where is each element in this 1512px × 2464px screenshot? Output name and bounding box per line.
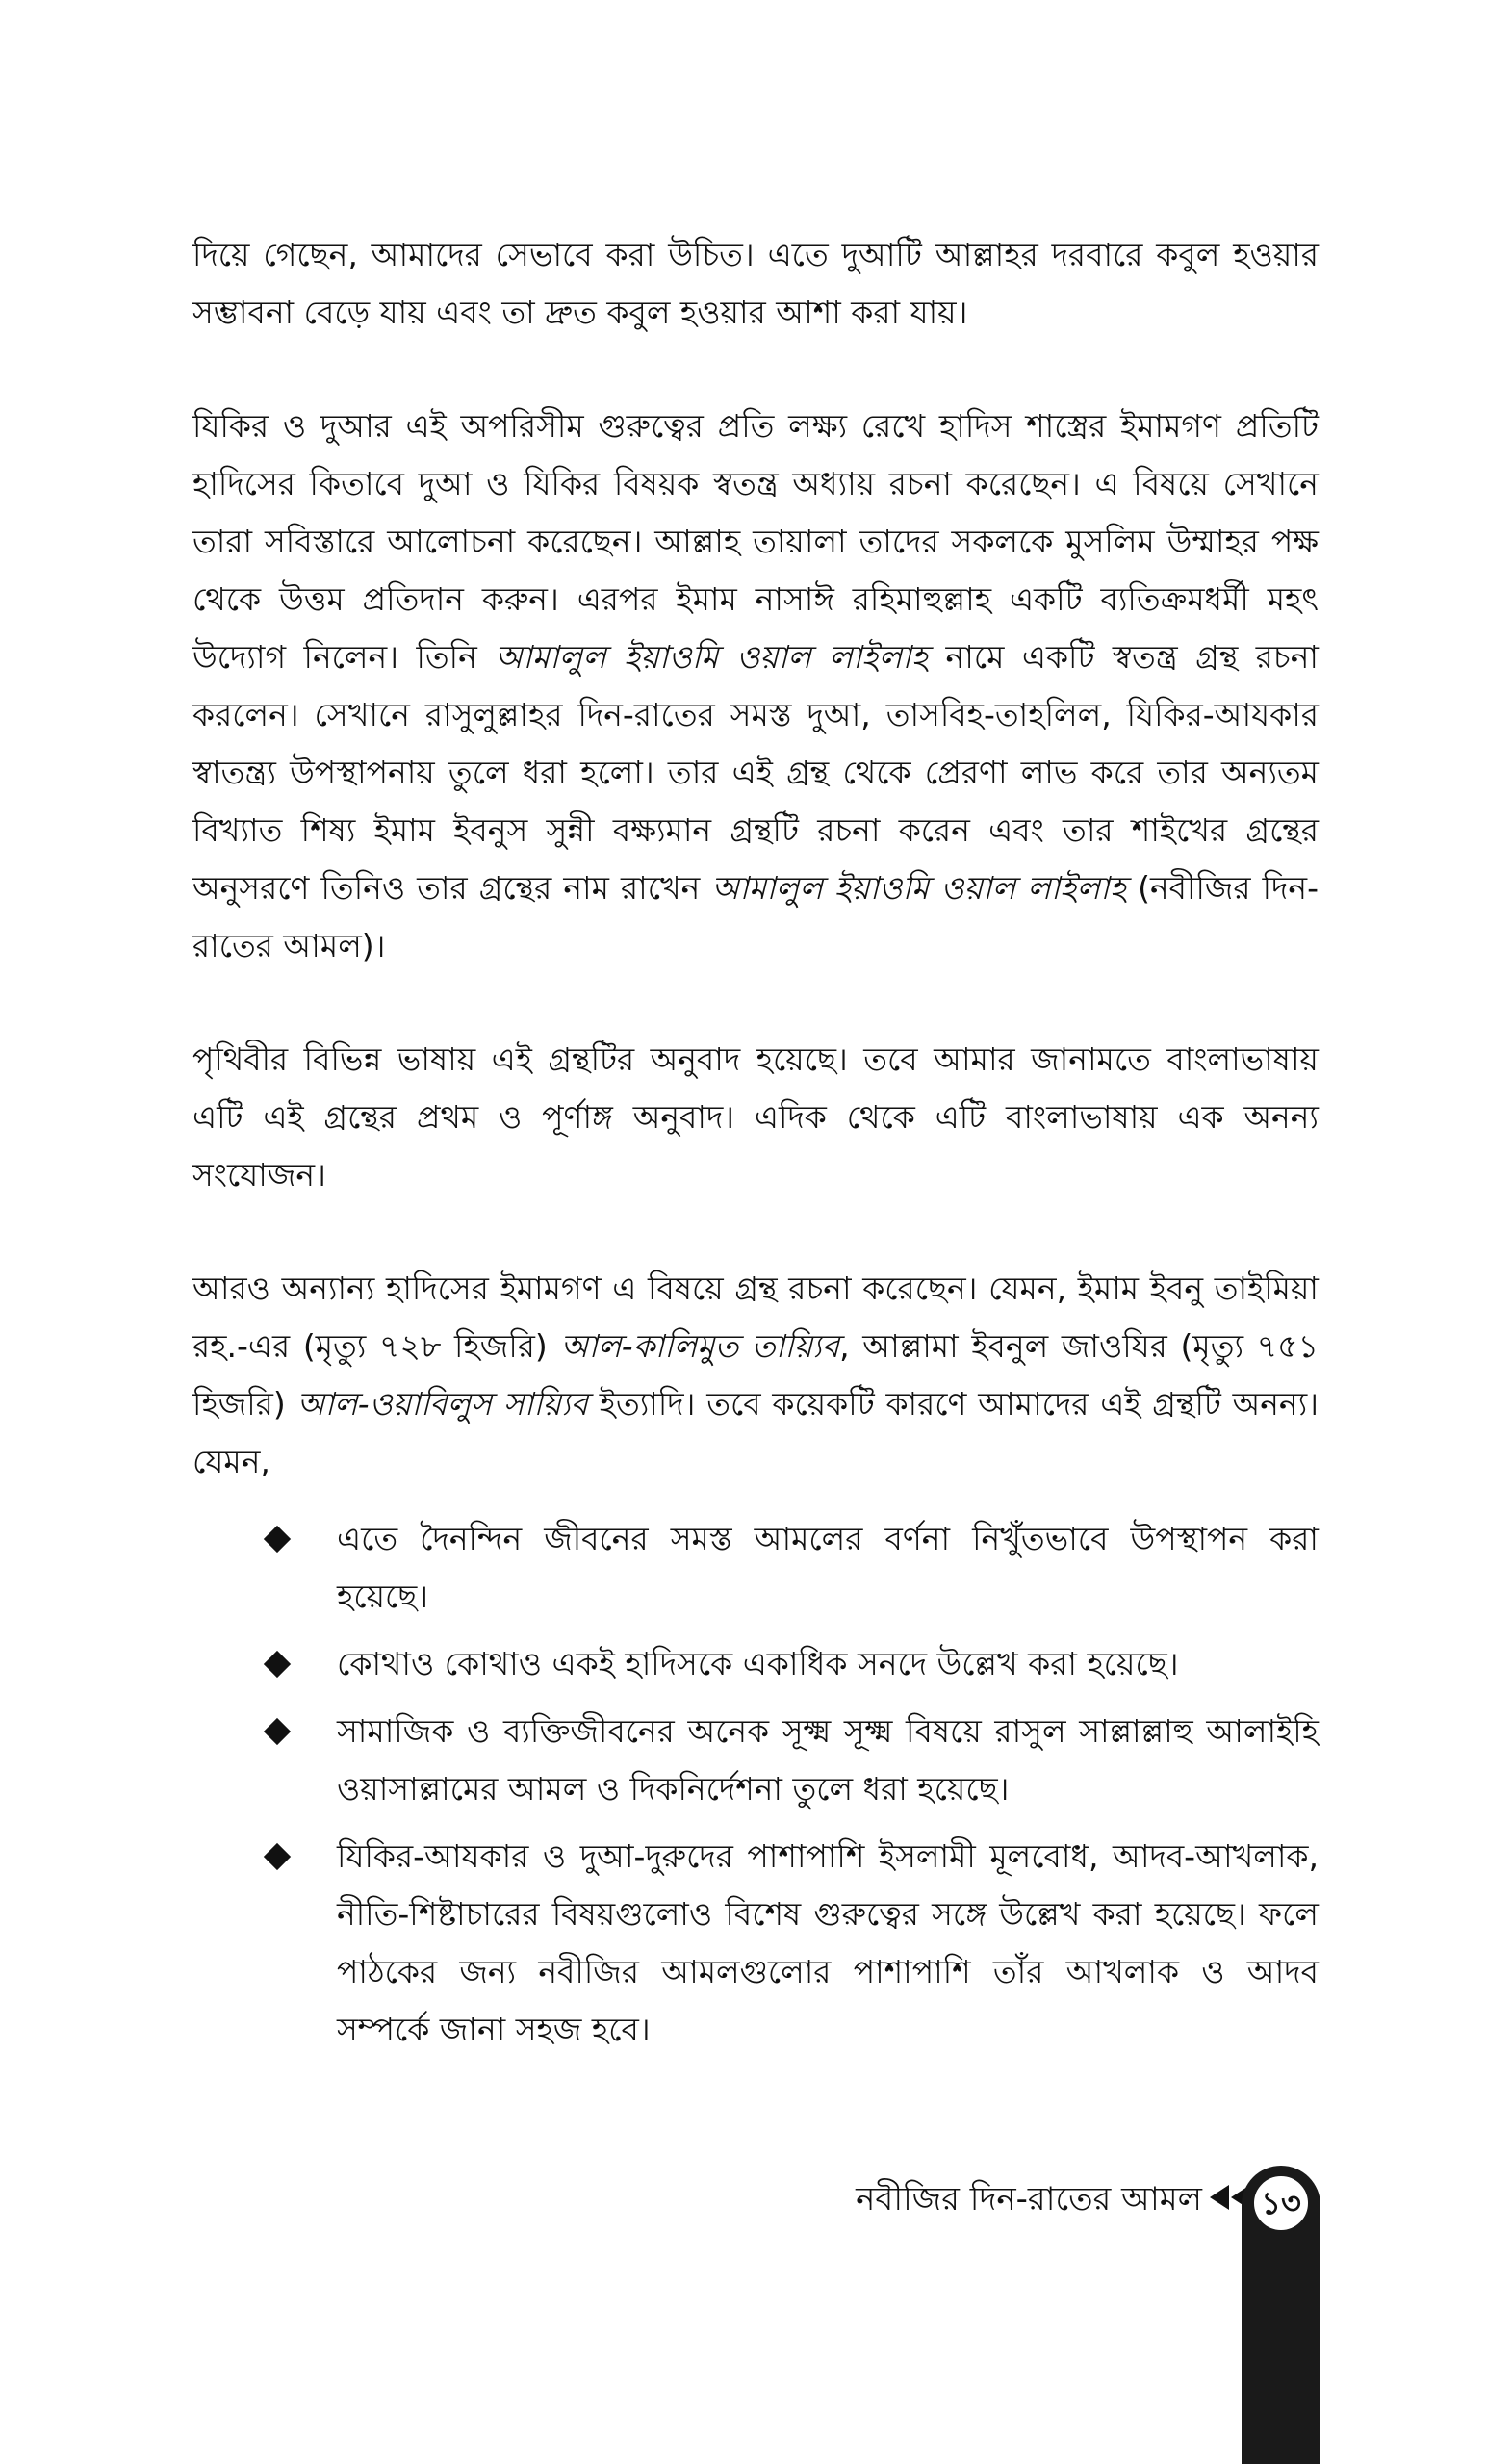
diamond-bullet-icon (264, 1651, 291, 1678)
running-footer-title: নবীজির দিন-রাতের আমল (856, 2180, 1202, 2219)
book-title-kalimut-tayyib: আল-কালিমুত তায়্যিব (560, 1327, 840, 1365)
list-item (192, 1828, 1319, 2059)
list-item-text: কোথাও কোথাও একই হাদিসকে একাধিক সনদে উল্লেখ করা হয়েছে। (337, 1645, 1179, 1682)
list-item (192, 1510, 1319, 1626)
paragraph-history-text-1: যিকির ও দুআর এই অপরিসীম গুরুত্বের প্রতি লক্ষ্য রেখে হাদিস শাস্ত্রের ইমামগণ প্রতিটি হাদিসের কিতাবে দুআ ও যিকির বিষয়ক স্বতন্ত্র অধ্যায় রচনা করেছেন। এ বিষয়ে সেখানে তারা সবিস্তারে আলোচনা করেছেন। আল্লাহ তায়ালা তাদের সকলকে মুসলিম উম্মাহর পক্ষ থেকে উত্তম প্রতিদান করুন। এরপর ইমাম নাসাঈ রহিমাহুল্লাহ একটি ব্যতিক্রমধর্মী মহৎ উদ্যোগ নিলেন। তিনি (192, 407, 1319, 676)
paragraph-other-works-text-3: ইত্যাদি। তবে কয়েকটি কারণে আমাদের এই গ্রন্থটি অনন্য। যেমন, (192, 1385, 1319, 1480)
paragraph-other-works-text-1: আরও অন্যান্য হাদিসের ইমামগণ এ বিষয়ে গ্রন্থ রচনা করেছেন। যেমন, ইমাম ইবনু তাইমিয়া রহ.-এর (মৃত্যু ৭২৮ হিজরি) (192, 1270, 1319, 1365)
paragraph-history-text-3: (নবীজির দিন-রাতের আমল)। (192, 869, 1320, 964)
book-title-nasai: আমালুল ইয়াওমি ওয়াল লাইলাহ (495, 638, 929, 676)
list-item-text: সামাজিক ও ব্যক্তিজীবনের অনেক সূক্ষ্ম সূক্ষ্ম বিষয়ে রাসুল সাল্লাল্লাহু আলাইহি ওয়াসাল্লামের আমল ও দিকনির্দেশনা তুলে ধরা হয়েছে। (337, 1712, 1319, 1808)
paragraph-intro (192, 226, 1319, 342)
paragraph-translation-text: পৃথিবীর বিভিন্ন ভাষায় এই গ্রন্থটির অনুবাদ হয়েছে। তবে আমার জানামতে বাংলাভাষায় এটি এই গ্রন্থের প্রথম ও পূর্ণাঙ্গ অনুবাদ। এদিক থেকে এটি বাংলাভাষায় এক অনন্য সংযোজন। (192, 1040, 1319, 1194)
paragraph-other-works (192, 1260, 1319, 1491)
diamond-bullet-icon (264, 1526, 291, 1553)
diamond-bullet-icon (264, 1718, 291, 1745)
paragraph-history (192, 398, 1319, 975)
list-item-text: এতে দৈনন্দিন জীবনের সমস্ত আমলের বর্ণনা নিখুঁতভাবে উপস্থাপন করা হয়েছে। (337, 1520, 1319, 1615)
feature-list (192, 1510, 1319, 2059)
paragraph-intro-text: দিয়ে গেছেন, আমাদের সেভাবে করা উচিত। এতে দুআটি আল্লাহর দরবারে কবুল হওয়ার সম্ভাবনা বেড়ে যায় এবং তা দ্রুত কবুল হওয়ার আশা করা যায়। (192, 236, 1319, 331)
paragraph-translation (192, 1031, 1319, 1204)
page-body (192, 226, 1319, 2068)
page-number: ১৩ (1251, 2173, 1311, 2233)
book-title-ibnus-sunni: আমালুল ইয়াওমি ওয়াল লাইলাহ (711, 869, 1127, 907)
list-item-text: যিকির-আযকার ও দুআ-দুরুদের পাশাপাশি ইসলামী মূলবোধ, আদব-আখলাক, নীতি-শিষ্টাচারের বিষয়গুলোও বিশেষ গুরুত্বের সঙ্গে উল্লেখ করা হয়েছে। ফলে পাঠকের জন্য নবীজির আমলগুলোর পাশাপাশি তাঁর আখলাক ও আদব সম্পর্কে জানা সহজ হবে। (337, 1837, 1319, 2048)
list-item (192, 1703, 1319, 1818)
diamond-bullet-icon (264, 1843, 291, 1870)
paragraph-history-text-2: নামে একটি স্বতন্ত্র গ্রন্থ রচনা করলেন। সেখানে রাসুলুল্লাহর দিন-রাতের সমস্ত দুআ, তাসবিহ-তাহলিল, যিকির-আযকার স্বাতন্ত্র্য উপস্থাপনায় তুলে ধরা হলো। তার এই গ্রন্থ থেকে প্রেরণা লাভ করে তার অন্যতম বিখ্যাত শিষ্য ইমাম ইবনুস সুন্নী বক্ষ্যমান গ্রন্থটি রচনা করেন এবং তার শাইখের গ্রন্থের অনুসরণে তিনিও তার গ্রন্থের নাম রাখেন (192, 638, 1320, 907)
list-item (192, 1635, 1319, 1693)
paragraph-other-works-text-2: , আল্লামা ইবনুল জাওযির (মৃত্যু ৭৫১ হিজরি) (192, 1327, 1319, 1423)
book-title-wabilus-sayyib: আল-ওয়াবিলুস সায়্যিব (296, 1385, 589, 1423)
